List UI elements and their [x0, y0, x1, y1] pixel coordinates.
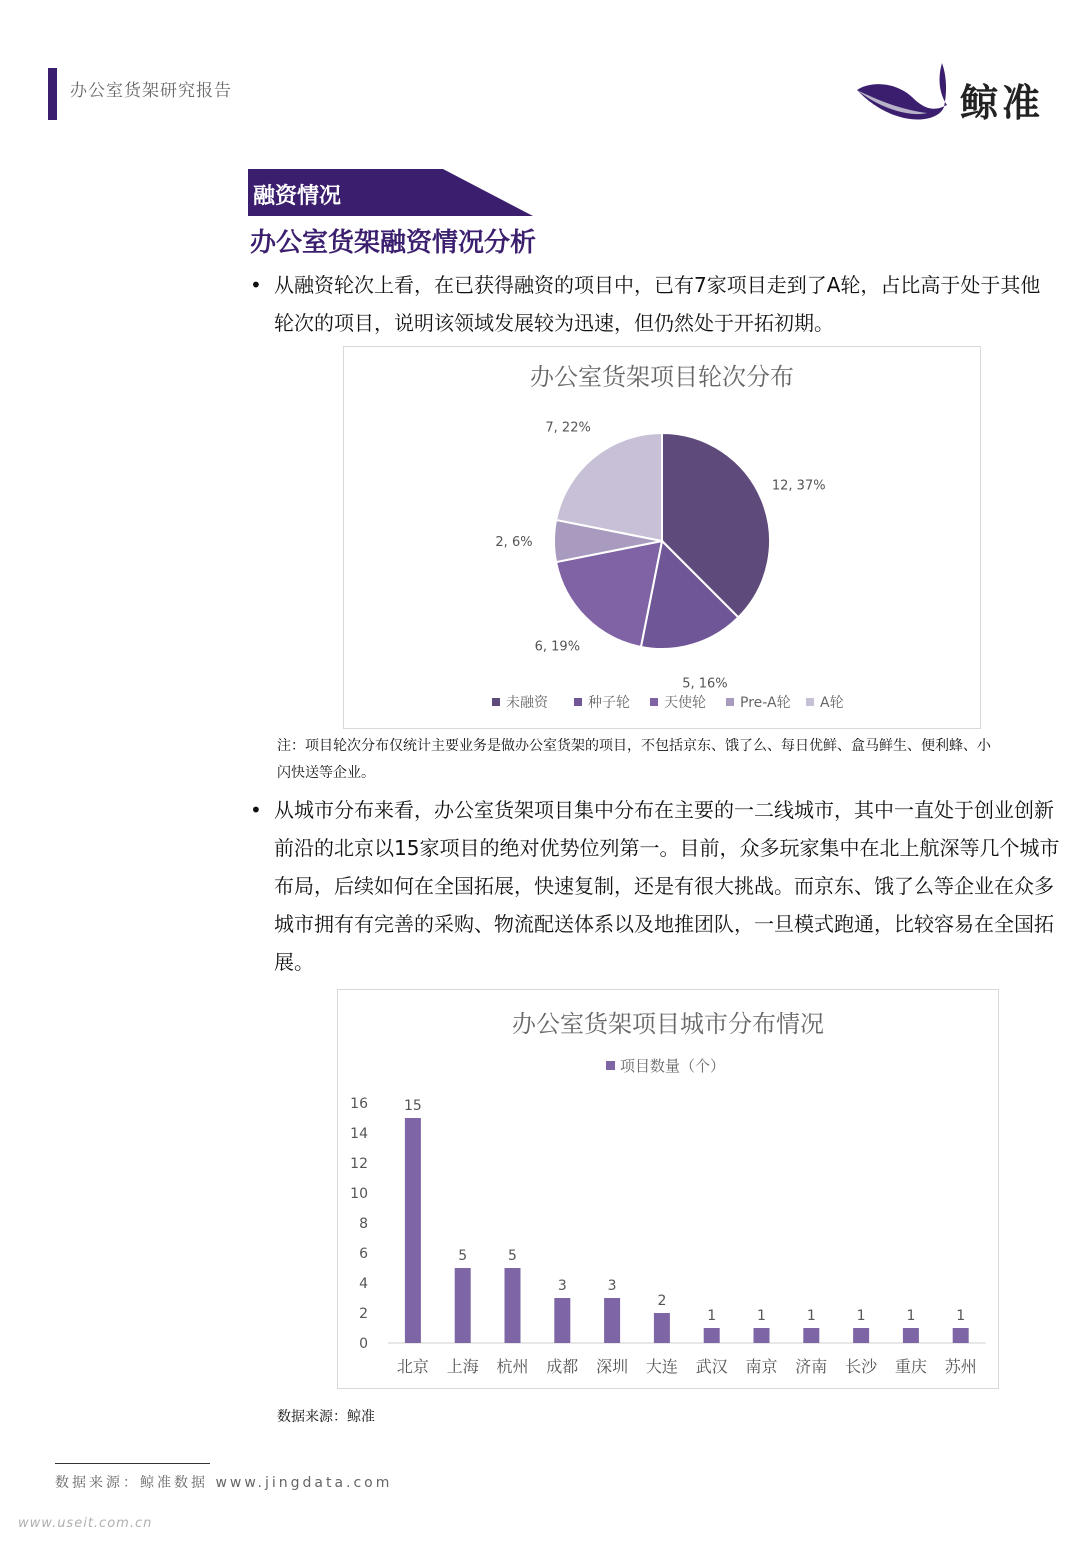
bar-chart-title: 办公室货架项目城市分布情况	[512, 1010, 824, 1038]
section-label: 融资情况	[253, 184, 342, 209]
bar-data-label: 1	[956, 1308, 966, 1324]
pie-data-label: 7, 22%	[545, 420, 591, 436]
y-tick-label: 2	[359, 1306, 368, 1322]
bar-data-label: 5	[508, 1248, 517, 1264]
legend-swatch	[606, 1061, 615, 1070]
y-tick-label: 16	[350, 1096, 368, 1112]
data-source: 数据来源：鲸准	[277, 1409, 375, 1425]
report-title: 办公室货架研究报告	[70, 81, 232, 101]
x-tick-label: 重庆	[894, 1357, 927, 1376]
x-tick-label: 深圳	[596, 1357, 629, 1376]
bar-data-label: 1	[757, 1308, 766, 1324]
bar-成都	[554, 1298, 570, 1343]
legend-label: 未融资	[506, 695, 548, 711]
legend-swatch	[650, 698, 658, 706]
chart-note: 注：项目轮次分布仅统计主要业务是做办公室货架的项目，不包括京东、饿了么、每日优鲜、盒马鲜生、便利蜂、小闪快送等企业。	[277, 738, 991, 781]
bar-上海	[455, 1268, 471, 1343]
pie-data-label: 2, 6%	[495, 535, 533, 550]
y-tick-label: 12	[350, 1156, 368, 1172]
bar-data-label: 3	[557, 1278, 567, 1294]
x-tick-label: 长沙	[845, 1357, 878, 1376]
header-accent-bar	[48, 68, 57, 120]
bar-chart-frame	[337, 989, 999, 1389]
bar-data-label: 1	[806, 1308, 816, 1324]
x-tick-label: 杭州	[496, 1357, 529, 1376]
pie-chart-frame	[343, 346, 981, 729]
y-tick-label: 14	[350, 1126, 368, 1142]
pie-data-label: 5, 16%	[682, 676, 728, 692]
bar-大连	[654, 1313, 670, 1343]
legend-swatch	[726, 698, 734, 706]
x-tick-label: 武汉	[695, 1357, 728, 1376]
x-tick-label: 北京	[396, 1357, 429, 1376]
legend-label: 天使轮	[664, 695, 706, 711]
bar-长沙	[853, 1328, 869, 1343]
bar-data-label: 15	[403, 1098, 422, 1114]
section-heading: 办公室货架融资情况分析	[250, 228, 537, 258]
bar-data-label: 2	[657, 1293, 667, 1309]
paragraph-text: 从融资轮次上看，在已获得融资的项目中，已有7家项目走到了A轮，占比高于处于其他轮次的项目，说明该领域发展较为迅速，但仍然处于开拓初期。	[274, 273, 1041, 335]
bar-苏州	[953, 1328, 969, 1343]
bar-重庆	[903, 1328, 919, 1343]
y-tick-label: 10	[350, 1186, 368, 1202]
legend-swatch	[574, 698, 582, 706]
bullet: •	[250, 273, 262, 297]
x-tick-label: 济南	[795, 1357, 828, 1376]
y-tick-label: 0	[359, 1336, 368, 1352]
bar-北京	[405, 1118, 421, 1343]
pie-chart	[344, 347, 980, 728]
bar-data-label: 1	[707, 1308, 717, 1324]
x-tick-label: 上海	[446, 1357, 479, 1376]
brand-name: 鲸准	[960, 81, 1045, 125]
bar-南京	[754, 1328, 770, 1343]
legend-label: 种子轮	[588, 695, 630, 711]
bar-data-label: 1	[906, 1308, 916, 1324]
legend-label: Pre-A轮	[740, 695, 791, 711]
y-tick-label: 8	[359, 1216, 368, 1232]
bar-data-label: 1	[856, 1308, 866, 1324]
x-tick-label: 大连	[645, 1357, 678, 1376]
legend-label: 项目数量（个）	[620, 1057, 726, 1075]
paragraph-rounds	[250, 266, 1060, 342]
bullet: •	[250, 798, 262, 822]
pie-chart-title: 办公室货架项目轮次分布	[530, 363, 794, 391]
x-tick-label: 成都	[546, 1357, 579, 1376]
x-tick-label: 苏州	[944, 1357, 977, 1376]
bar-data-label: 3	[607, 1278, 617, 1294]
bar-济南	[803, 1328, 819, 1343]
bar-杭州	[505, 1268, 521, 1343]
paragraph-cities	[250, 791, 1060, 981]
legend-label: A轮	[820, 695, 844, 711]
y-tick-label: 6	[359, 1246, 368, 1262]
bar-data-label: 5	[458, 1248, 468, 1264]
footer-source: 数据来源：鲸准数据 www.jingdata.com	[55, 1475, 393, 1491]
x-tick-label: 南京	[745, 1357, 778, 1376]
footer-divider	[55, 1463, 210, 1464]
bar-chart	[338, 990, 998, 1388]
bar-武汉	[704, 1328, 720, 1343]
legend-swatch	[806, 698, 814, 706]
y-tick-label: 4	[359, 1276, 368, 1292]
pie-data-label: 12, 37%	[771, 478, 826, 494]
paragraph-text: 从城市分布来看，办公室货架项目集中分布在主要的一二线城市，其中一直处于创业创新前沿的北京以15家项目的绝对优势位列第一。目前，众多玩家集中在北上航深等几个城市布局，后续如何在全国拓展，快速复制，还是有很大挑战。而京东、饿了么等企业在众多城市拥有有完善的采购、物流配送体系以及地推团队，一旦模式跑通，比较容易在全国拓展。	[274, 798, 1060, 974]
pie-data-label: 6, 19%	[534, 639, 581, 655]
legend-swatch	[492, 698, 500, 706]
bar-深圳	[604, 1298, 620, 1343]
watermark: www.useit.com.cn	[18, 1516, 153, 1531]
